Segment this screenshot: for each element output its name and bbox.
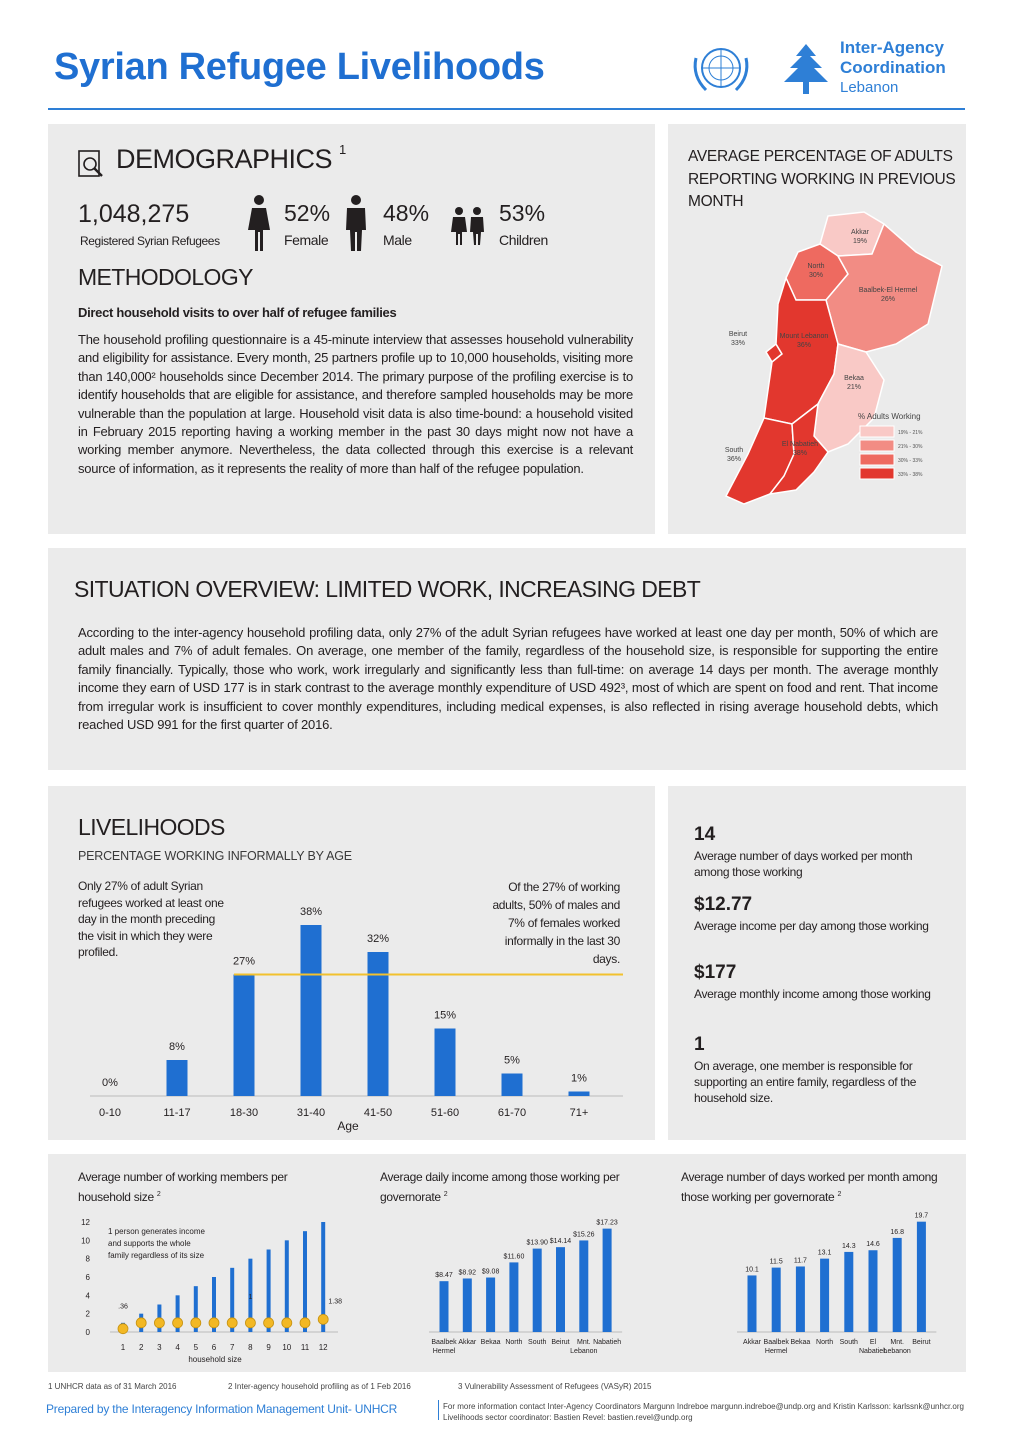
lebanon-map bbox=[688, 204, 958, 524]
map-label-north: North bbox=[807, 263, 825, 270]
livelihoods-title: LIVELIHOODS bbox=[78, 814, 225, 840]
male-icon bbox=[344, 194, 368, 252]
hh-ytick-label: 0 bbox=[85, 1328, 90, 1337]
gov-tick-label: El Nabatieh bbox=[858, 1339, 888, 1355]
footer-divider bbox=[438, 1400, 439, 1420]
gov-tick-label: South bbox=[839, 1339, 858, 1346]
gov-tick-label: Bekaa bbox=[790, 1339, 811, 1346]
situation-panel bbox=[48, 548, 966, 770]
hh-tick-label: 7 bbox=[229, 1343, 235, 1352]
magnifier-document-icon bbox=[78, 150, 104, 178]
hh-annotation: 1 person generates income and supports the whole family regardless of its size bbox=[108, 1227, 205, 1260]
age-bar-label: 0% bbox=[102, 1077, 118, 1089]
gov-bar bbox=[772, 1268, 781, 1332]
hh-tick-label: 5 bbox=[193, 1343, 199, 1352]
prepared-by: Prepared by the Interagency Information Management Unit- UNHCR bbox=[46, 1402, 398, 1416]
age-bar bbox=[569, 1092, 590, 1097]
hh-working-dot bbox=[136, 1318, 146, 1328]
livelihoods-subtitle: PERCENTAGE WORKING INFORMALLY BY AGE bbox=[78, 849, 352, 863]
gov-tick-label: Akkar bbox=[458, 1339, 477, 1346]
gov-tick-label: Bekaa bbox=[480, 1339, 501, 1346]
hh-working-dot bbox=[209, 1318, 219, 1328]
hh-ytick-label: 8 bbox=[85, 1254, 90, 1264]
hh-tick-label: 6 bbox=[211, 1343, 217, 1352]
map-title: AVERAGE PERCENTAGE OF ADULTS REPORTING WORKING IN PREVIOUS MONTH bbox=[688, 148, 956, 210]
hh-working-label: 1.38 bbox=[328, 1298, 343, 1306]
gov-bar-label: $13.90 bbox=[526, 1239, 548, 1247]
gov-tick-label: North bbox=[505, 1339, 523, 1346]
gov-bar-label: $8.47 bbox=[435, 1272, 453, 1280]
household-size-chart bbox=[48, 1154, 348, 1372]
gov-bar-label: $14.14 bbox=[549, 1238, 572, 1246]
gov-bar bbox=[533, 1249, 542, 1332]
age-tick-label: 11-17 bbox=[163, 1107, 191, 1119]
gov-bar-label: $17.23 bbox=[596, 1219, 618, 1227]
age-bar bbox=[502, 1074, 523, 1097]
age-bar-label: 32% bbox=[366, 933, 390, 945]
situation-title: SITUATION OVERVIEW: LIMITED WORK, INCREASING DEBT bbox=[74, 576, 701, 602]
hh-tick-label: 11 bbox=[300, 1343, 310, 1352]
hh-tick-label: 9 bbox=[266, 1343, 271, 1352]
gov-bar-label: $9.08 bbox=[481, 1268, 500, 1276]
map-label-nabatieh: El Nabatieh bbox=[781, 441, 819, 448]
household-chart-title: Average number of working members per household size $^2$ bbox=[78, 1170, 288, 1204]
map-value-akkar: 19% bbox=[852, 238, 868, 245]
map-value-baalbek: 26% bbox=[880, 296, 896, 303]
hh-working-dot bbox=[282, 1318, 292, 1328]
age-tick-label: 71+ bbox=[569, 1107, 589, 1119]
livelihoods-panel bbox=[48, 786, 655, 1140]
hh-axis-title: household size bbox=[188, 1355, 242, 1364]
age-tick-label: 61-70 bbox=[497, 1107, 527, 1119]
age-bar-label: 8% bbox=[169, 1041, 185, 1053]
hh-working-dot bbox=[264, 1318, 274, 1328]
male-pct: 48% bbox=[383, 200, 430, 226]
stat-member-support: 1 On average, one member is responsible for supporting an entire family, regardless of the household size. bbox=[694, 1034, 917, 1105]
gov-bar bbox=[579, 1240, 588, 1332]
gov-tick-label: Beirut bbox=[912, 1339, 931, 1346]
map-label-mount-lebanon: Mount Lebanon bbox=[779, 333, 829, 340]
age-bar bbox=[234, 975, 255, 1097]
gov-bar bbox=[893, 1238, 902, 1332]
age-bar-label: 27% bbox=[232, 955, 256, 968]
gov-bar-label: 11.7 bbox=[793, 1257, 807, 1265]
age-tick-label: 31-40 bbox=[296, 1107, 326, 1119]
gov-bar bbox=[820, 1259, 829, 1332]
refugees-label: Registered Syrian Refugees bbox=[80, 234, 220, 248]
livelihoods-note-left: Only 27% of adult Syrian refugees worked at least one day in the month preceding the visit in which they were profiled. bbox=[78, 879, 224, 960]
age-tick-label: 0-10 bbox=[98, 1107, 122, 1119]
map-label-bekaa: Bekaa bbox=[844, 375, 864, 382]
age-bar bbox=[167, 1060, 188, 1096]
age-bar-label: 15% bbox=[433, 1009, 457, 1022]
gov-bar-label: $15.26 bbox=[573, 1231, 595, 1239]
hh-working-dot bbox=[154, 1318, 164, 1328]
map-value-nabatieh: 38% bbox=[792, 450, 808, 457]
female-icon bbox=[247, 194, 271, 252]
iac-logo-text: Inter-Agency Coordination Lebanon bbox=[840, 38, 946, 96]
hh-tick-label: 1 bbox=[120, 1343, 126, 1352]
hh-working-dot bbox=[245, 1318, 255, 1328]
gov-bar-label: 19.7 bbox=[914, 1212, 929, 1220]
footer-contact: For more information contact Inter-Agency Coordinators Margunn Indreboe margunn.indreboe@undp.org and Kristin Karlsson: karlssnk@unhcr.org Livelihoods sector coordinator: Bastien Revel: bastien.revel@undp.org bbox=[443, 1402, 964, 1422]
refugees-count: 1,048,275 bbox=[78, 200, 190, 228]
daily-income-chart bbox=[348, 1154, 648, 1372]
hh-working-dot bbox=[318, 1314, 328, 1324]
hh-tick-label: 3 bbox=[157, 1343, 162, 1352]
methodology-subtitle: Direct household visits to over half of refugee families bbox=[78, 305, 397, 320]
age-tick-label: 18-30 bbox=[229, 1107, 259, 1119]
gov-bar bbox=[748, 1275, 757, 1332]
demographics-title: DEMOGRAPHICS $^1$ bbox=[116, 142, 346, 174]
map-value-north: 30% bbox=[808, 272, 824, 279]
map-legend-title: % Adults Working bbox=[858, 412, 921, 421]
hh-working-label: .36 bbox=[118, 1303, 128, 1311]
hh-ytick-label: 10 bbox=[81, 1236, 90, 1246]
page-title: Syrian Refugee Livelihoods bbox=[54, 46, 545, 88]
hh-tick-label: 8 bbox=[248, 1343, 253, 1352]
stat-daily-income: $12.77 Average income per day among those working bbox=[694, 894, 929, 933]
gov-tick-label: North bbox=[816, 1339, 834, 1346]
days-worked-chart bbox=[658, 1154, 966, 1372]
female-label: Female bbox=[284, 232, 329, 248]
hh-working-dot bbox=[191, 1318, 201, 1328]
map-label-baalbek: Baalbek-El Hermel bbox=[858, 287, 918, 294]
gov-bar bbox=[509, 1262, 518, 1332]
gov-tick-label: Baalbek Hermel bbox=[763, 1339, 789, 1355]
hh-working-label: 1 bbox=[248, 1293, 253, 1301]
gov-bar-label: $8.92 bbox=[458, 1269, 477, 1277]
map-legend-item: 33% - 38% bbox=[898, 472, 923, 478]
days-worked-chart-title: Average number of days worked per month among those working per governorate $^2$ bbox=[681, 1170, 938, 1204]
gov-bar bbox=[603, 1229, 612, 1332]
gov-tick-label: Mnt. Lebanon bbox=[883, 1339, 911, 1355]
gov-bar bbox=[917, 1222, 926, 1332]
map-panel bbox=[668, 124, 966, 534]
hh-working-dot bbox=[118, 1324, 128, 1334]
age-tick-label: 51-60 bbox=[430, 1107, 460, 1119]
map-legend-item: 19% - 21% bbox=[898, 430, 923, 436]
hh-tick-label: 12 bbox=[318, 1343, 328, 1352]
gov-tick-label: Baalbek Hermel bbox=[431, 1339, 457, 1355]
gov-tick-label: Nabatieh bbox=[593, 1339, 622, 1346]
key-stats-panel bbox=[668, 786, 966, 1140]
hh-working-dot bbox=[173, 1318, 183, 1328]
stat-monthly-income: $177 Average monthly income among those working bbox=[694, 962, 931, 1001]
hh-ytick-label: 4 bbox=[85, 1291, 90, 1301]
un-emblem-icon bbox=[684, 38, 758, 98]
gov-bar bbox=[796, 1266, 805, 1332]
age-bar bbox=[301, 925, 322, 1096]
gov-bar-label: $11.60 bbox=[503, 1253, 525, 1261]
gov-bar bbox=[844, 1252, 853, 1332]
gov-bar-label: 10.1 bbox=[745, 1266, 759, 1274]
hh-ytick-label: 6 bbox=[85, 1273, 90, 1282]
hh-bar bbox=[303, 1231, 307, 1332]
map-label-beirut: Beirut bbox=[728, 331, 748, 338]
hh-tick-label: 10 bbox=[282, 1343, 292, 1352]
gov-bar bbox=[486, 1278, 495, 1332]
demographics-panel bbox=[48, 124, 655, 534]
map-value-mount-lebanon: 36% bbox=[796, 342, 812, 349]
gov-bar-label: 13.1 bbox=[817, 1249, 832, 1257]
gov-tick-label: Beirut bbox=[551, 1339, 570, 1346]
bottom-charts-panel bbox=[48, 1154, 966, 1372]
hh-ytick-label: 12 bbox=[81, 1218, 90, 1227]
male-label: Male bbox=[383, 232, 412, 248]
age-bar-label: 38% bbox=[299, 906, 323, 918]
map-value-south: 36% bbox=[726, 456, 742, 463]
gov-bar-label: 11.5 bbox=[769, 1258, 783, 1266]
hh-tick-label: 2 bbox=[138, 1343, 144, 1352]
cedar-tree-icon bbox=[776, 40, 836, 98]
map-legend-item: 21% - 30% bbox=[898, 444, 923, 450]
hh-tick-label: 4 bbox=[175, 1343, 180, 1352]
gov-bar bbox=[869, 1250, 878, 1332]
map-label-akkar: Akkar bbox=[851, 229, 869, 236]
children-label: Children bbox=[499, 232, 548, 248]
header-divider bbox=[48, 108, 965, 110]
map-value-beirut: 33% bbox=[730, 340, 746, 347]
gov-bar-label: 14.6 bbox=[866, 1241, 880, 1249]
situation-body: According to the inter-agency household profiling data, only 27% of the adult Syrian refugees have worked at least one day per month, 50% of which are adult males and 7% of adult females. On average, one member of the family, regardless of the household size, is responsible for supporting the entire family financially. Typically, those who work, work irregularly and significantly less than full-time: on average 14 days per month. The average monthly income they earn of USD 177 is in stark contrast to the average monthly expenditure of USD 492³, most of which are spent on food and rent. That income from irregular work is insufficient to cover monthly expenditures, including medical expenses, is also reflected in rising average household debts, which reached USD 991 for the first quarter of 2016. bbox=[78, 625, 938, 733]
age-bar-label: 5% bbox=[504, 1054, 520, 1067]
age-axis-title: Age bbox=[337, 1119, 359, 1133]
map-label-south: South bbox=[724, 447, 744, 454]
hh-ytick-label: 2 bbox=[85, 1309, 90, 1319]
map-value-bekaa: 21% bbox=[846, 384, 862, 391]
gov-tick-label: Mnt. Lebanon bbox=[570, 1339, 598, 1355]
gov-bar bbox=[463, 1278, 472, 1332]
stat-days-worked: 14 Average number of days worked per month among those working bbox=[694, 824, 913, 879]
gov-tick-label: South bbox=[528, 1339, 547, 1346]
gov-tick-label: Akkar bbox=[743, 1339, 761, 1346]
daily-income-chart-title: Average daily income among those working per governorate $^2$ bbox=[380, 1170, 620, 1204]
map-legend-item: 30% - 33% bbox=[898, 458, 923, 464]
children-pct: 53% bbox=[499, 200, 546, 226]
age-bar bbox=[435, 1029, 456, 1097]
female-pct: 52% bbox=[284, 200, 331, 226]
children-icon bbox=[450, 206, 486, 246]
gov-bar bbox=[440, 1281, 449, 1332]
methodology-body: The household profiling questionnaire is a 45-minute interview that assesses household vulnerability and eligibility for assistance. Every month, 25 partners profile up to 10,000 households, visiting more than 140,000² households since December 2014. The primary purpose of the profiling exercise is to identify households that are eligible for assistance, and therefore sampled households may be more vulnerable than the population at large. Household visit data is also time-bound: a household visited in February 2015 reporting having a working member in the past 30 days might now not have a working member anymore. Nevertheless, the data collected through this exercise is a relevant source of information, as it represents the reality of more than half of the refugee population. bbox=[78, 332, 633, 476]
hh-working-dot bbox=[227, 1318, 237, 1328]
gov-bar-label: 16.8 bbox=[890, 1228, 905, 1236]
hh-working-dot bbox=[300, 1318, 310, 1328]
gov-bar-label: 14.3 bbox=[841, 1242, 856, 1250]
methodology-title: METHODOLOGY bbox=[78, 264, 253, 290]
age-tick-label: 41-50 bbox=[363, 1107, 393, 1119]
age-bar-label: 1% bbox=[571, 1072, 587, 1085]
livelihoods-note-right: Of the 27% of working adults, 50% of males and 7% of females worked informally in the last 30 days. bbox=[492, 880, 620, 966]
gov-bar bbox=[556, 1247, 565, 1332]
